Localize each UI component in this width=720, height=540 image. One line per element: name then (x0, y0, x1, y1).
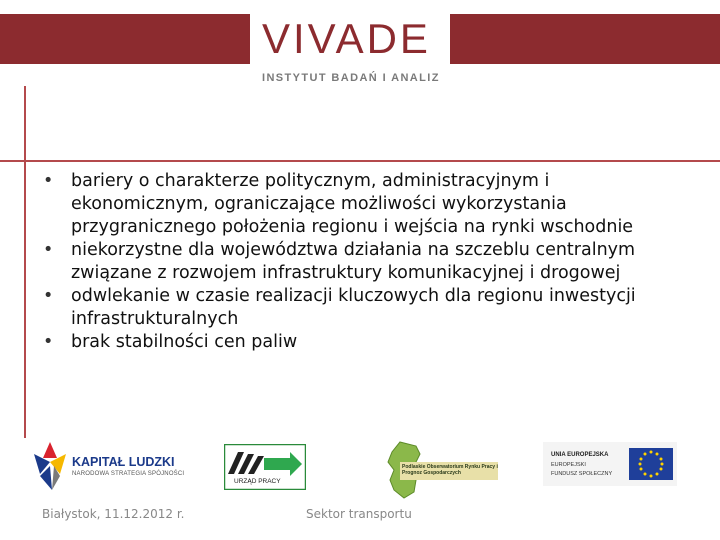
footer-date: Białystok, 11.12.2012 r. (42, 507, 185, 521)
eu-fund-logo (543, 442, 677, 486)
bullet-dot-icon: • (43, 240, 54, 260)
bullet-item (43, 239, 683, 285)
bullet-text: brak stabilności cen paliw (71, 332, 298, 352)
kapital-ludzki-subtitle: NARODOWA STRATEGIA SPÓJNOŚCI (72, 471, 185, 477)
bullet-item (43, 331, 683, 354)
vertical-divider (24, 86, 26, 438)
bullet-dot-icon: • (43, 171, 54, 191)
kapital-ludzki-title: KAPITAŁ LUDZKI (72, 455, 175, 469)
bullet-item (43, 170, 683, 239)
kapital-ludzki-star-icon (30, 440, 70, 492)
eu-fund-label-line1: EUROPEJSKI (551, 462, 586, 468)
footer-topic: Sektor transportu (306, 507, 412, 521)
brand-logo: VIVADE (262, 15, 431, 62)
bullet-list (43, 170, 683, 354)
bullet-text: bariery o charakterze politycznym, administracyjnym i ekonomicznym, ograniczające możliwości wykorzystania przygranicznego położenia regionu i wejścia na rynki wschodnie (71, 171, 634, 237)
eu-union-label: UNIA EUROPEJSKA (551, 452, 609, 458)
bullet-text: odwlekanie w czasie realizacji kluczowych dla regionu inwestycji infrastrukturalnych (71, 286, 636, 329)
urzad-pracy-logo (224, 444, 306, 490)
brand-subtitle: INSTYTUT BADAŃ I ANALIZ (262, 72, 440, 84)
urzad-pracy-label: URZĄD PRACY (234, 478, 281, 485)
eu-fund-label-line2: FUNDUSZ SPOŁECZNY (551, 471, 613, 477)
bullet-dot-icon: • (43, 286, 54, 306)
horizontal-divider (0, 160, 720, 162)
kapital-ludzki-logo (30, 440, 185, 492)
bullet-text: niekorzystne dla województwa działania na szczeblu centralnym związane z rozwojem infrastruktury komunikacyjnej i drogowej (71, 240, 636, 283)
obserwatorium-text: Podlaskie Obserwatorium Rynku Pracy i Prognoz Gospodarczych (402, 464, 498, 476)
bullet-item (43, 285, 683, 331)
bullet-dot-icon: • (43, 332, 54, 352)
obserwatorium-logo (386, 440, 502, 500)
